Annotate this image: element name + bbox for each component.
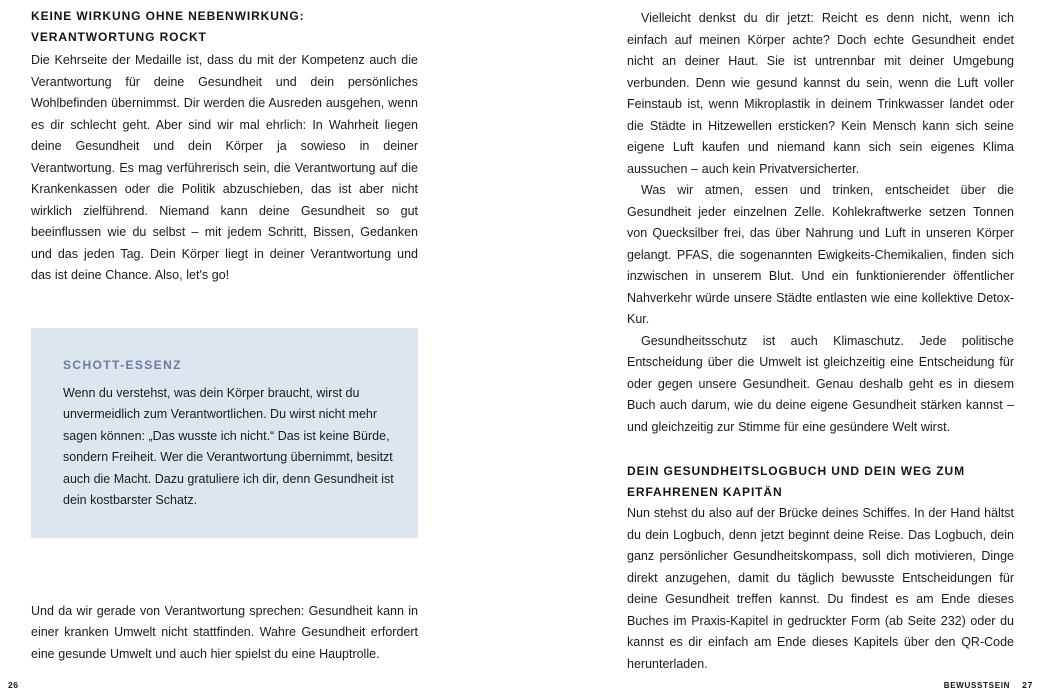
right-page-number: 27 (1022, 680, 1033, 690)
right-section-heading (627, 461, 1014, 503)
right-page-column (627, 6, 1014, 675)
right-paragraph-1: Vielleicht denkst du dir jetzt: Reicht es denn nicht, wenn ich einfach auf meinen Körper achte? Doch echte Gesundheit endet nicht an deiner Haut. Sie ist untrennbar mit deiner Umgebung verbunden. Denn wie gesund kannst du sein, wenn die Luft voller Feinstaub ist, wenn Mikroplastik in deinem Trinkwasser landet oder die Städte in Hitzewellen ersticken? Kein Mensch kann sich seine eigene Luft kaufen und niemand kann sich sein eigenes Klima aussuchen – auch kein Privatversicherter. (627, 11, 1014, 176)
right-paragraph-2: Was wir atmen, essen und trinken, entscheidet über die Gesundheit jeder einzelnen Zelle. Kohlekraftwerke setzen Tonnen von Quecksilber frei, das über Nahrung und Luft in unseren Körper gelangt. PFAS, die sogenannten Ewigkeits-Chemikalien, finden sich inzwischen in unserem Blut. Und ein funktionierender öffentlicher Nahverkehr würde unsere Städte entlasten wie eine kollektive Detox-Kur. (627, 183, 1014, 326)
left-paragraph-1: Die Kehrseite der Medaille ist, dass du mit der Kompetenz auch die Verantwortung für deine Gesundheit und dein persönliches Wohlbefinden übernimmst. Dir werden die Ausreden ausgehen, wenn es dir schlecht geht. Aber sind wir mal ehrlich: In Wahrheit liegen deine Gesundheit und dein Körper ja sowieso in deiner Verantwortung. Es mag verführerisch sein, die Verantwortung auf die Krankenkassen oder die Politik abzuschieben, das ist aber nicht wirklich zielführend. Niemand kann deine Gesundheit so gut beeinflussen wie du selbst – mit jedem Schritt, Bissen, Gedanken und das jeden Tag. Dein Körper liegt in deiner Verantwortung und das ist deine Chance. Also, let's go! (31, 53, 418, 282)
right-page-footer (944, 680, 1033, 690)
essence-box (31, 328, 418, 538)
essence-box-title: SCHOTT-ESSENZ (63, 357, 182, 372)
heading-line-1: DEIN GESUNDHEITSLOGBUCH UND DEIN WEG ZUM (627, 464, 966, 478)
heading-line-1: KEINE WIRKUNG OHNE NEBENWIRKUNG: (31, 9, 305, 23)
left-section-heading (31, 6, 418, 48)
essence-box-text: Wenn du verstehst, was dein Körper braucht, wirst du unvermeidlich zum Verantwortlichen. Du wirst nicht mehr sagen können: „Das wusste ich nicht.“ Das ist keine Bürde, sondern Freiheit. Wer die Verantwortung übernimmt, besitzt auch die Macht. Dazu gratuliere ich dir, denn Gesundheit ist dein kostbarster Schatz. (63, 385, 394, 507)
left-page-number: 26 (8, 680, 19, 690)
left-paragraph-2: Und da wir gerade von Verantwortung sprechen: Gesundheit kann in einer kranken Umwelt nicht stattfinden. Wahre Gesundheit erfordert eine gesunde Umwelt und auch hier spielst du eine Hauptrolle. (31, 603, 418, 661)
heading-line-2: ERFAHRENEN KAPITÄN (627, 485, 783, 499)
heading-line-2: VERANTWORTUNG ROCKT (31, 30, 207, 44)
left-page-column (31, 6, 418, 665)
chapter-label: BEWUSSTSEIN (943, 681, 1011, 690)
right-paragraph-4: Nun stehst du also auf der Brücke deines Schiffes. In der Hand hältst du dein Logbuch, denn jetzt beginnt deine Reise. Das Logbuch, dein ganz persönlicher Gesundheitskompass, soll dich motivieren, Dinge direkt anzugehen, damit du täglich bewusste Entscheidungen für deine Gesundheit treffen kannst. Du findest es am Ende dieses Buches im Praxis-Kapitel in gedruckter Form (ab Seite 232) oder du kannst es dir einfach am Ende dieses Kapitels über den QR-Code herunterladen. (627, 506, 1014, 671)
right-paragraph-3: Gesundheitsschutz ist auch Klimaschutz. Jede politische Entscheidung über die Umwelt ist gleichzeitig eine Entscheidung für oder gegen unsere Gesundheit. Genau deshalb geht es in diesem Buch auch darum, wie du deine eigene Gesundheit stärken kannst – und gleichzeitig zur Stimme für eine gesündere Welt wirst. (627, 333, 1014, 434)
